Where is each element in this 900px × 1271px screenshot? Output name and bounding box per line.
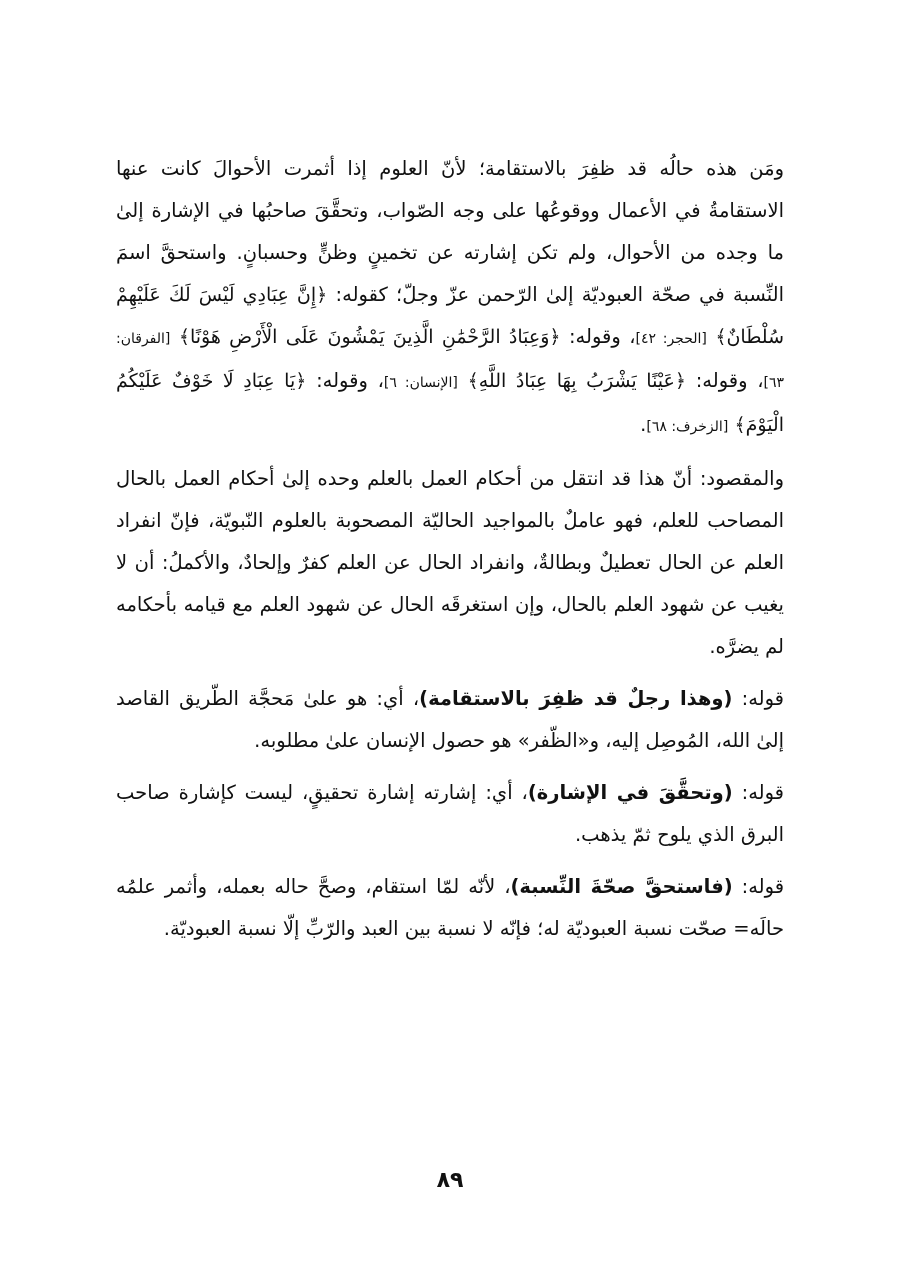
quoted-phrase: (فاستحقَّ صحّةَ النِّسبة) xyxy=(510,875,733,898)
paragraph-1-text: ، وقوله: xyxy=(560,325,636,348)
quote-lead: قوله: xyxy=(732,687,784,710)
page-body xyxy=(116,148,784,950)
quran-verse: ﴿وَعِبَادُ الرَّحْمَٰنِ الَّذِينَ يَمْشُونَ عَلَى الْأَرْضِ هَوْنًا﴾ xyxy=(178,326,561,348)
paragraph-3 xyxy=(116,678,784,762)
paragraph-2: والمقصود: أنّ هذا قد انتقل من أحكام العمل بالعلم وحده إلىٰ أحكام العمل بالحال المصاحب للعلم، فهو عاملٌ بالمواجيد الحاليّة المصحوبة بالعلوم النّبويّة، فإنّ انفراد العلم عن الحال تعطيلٌ وبطالةٌ، وانفراد الحال عن العلم كفرٌ وإلحادٌ، والأكملُ: أن لا يغيب عن شهود العلم بالحال، وإن استغرقَه الحال عن شهود العلم مع قيامه بأحكامه لم يضرَّه. xyxy=(116,467,784,658)
commentary: ، لأنّه لمّا استقام، وصحَّ حاله بعمله، وأثمر علمُه حالَه= صحّت نسبة العبوديّة له؛ فإنّه لا نسبة بين العبد والرّبِّ إلّا نسبة العبوديّة. xyxy=(116,875,784,940)
quoted-phrase: (وهذا رجلٌ قد ظفِرَ بالاستقامة) xyxy=(419,687,733,710)
quran-verse: ﴿إِنَّ عِبَادِي لَيْسَ لَكَ عَلَيْهِمْ سُلْطَانٌ﴾ xyxy=(116,284,784,348)
paragraph-4 xyxy=(116,772,784,856)
quran-verse: ﴿يَا عِبَادِ لَا خَوْفٌ عَلَيْكُمُ الْيَوْمَ﴾ xyxy=(116,370,784,436)
quote-lead: قوله: xyxy=(732,875,785,898)
commentary: ، أي: هو علىٰ مَحجَّة الطّريق القاصد إلىٰ الله، المُوصِل إليه، و«الظّفر» هو حصول الإنسان علىٰ مطلوبه. xyxy=(116,687,784,752)
quote-lead: قوله: xyxy=(732,781,784,804)
verse-reference: [الحجر: ٤٢] xyxy=(635,331,707,347)
paragraph-1-text: ، وقوله: xyxy=(306,369,384,392)
paragraph-1-text: ومَن هذه حالُه قد ظفِرَ بالاستقامة؛ لأنّ العلوم إذا أثمرت الأحوالَ كانت عنها الاستقامةُ في الأعمال ووقوعُها على وجه الصّواب، وتحقَّقَ صاحبُها في الإشارة إلىٰ ما وجده من الأحوال، ولم تكن إشارته عن تخمينٍ وظنٍّ وحسبانٍ. واستحقَّ اسمَ النِّسبة في صحّة العبوديّة إلىٰ الرّحمن عزّ وجلّ؛ كقوله: xyxy=(116,157,784,306)
verse-reference: [الفرقان: ٦٣] xyxy=(116,331,785,391)
quran-verse: ﴿عَيْنًا يَشْرَبُ بِهَا عِبَادُ اللَّهِ﴾ xyxy=(467,370,687,392)
page-number: ٨٩ xyxy=(436,1168,464,1193)
quoted-phrase: (وتحقَّقَ في الإشارة) xyxy=(527,781,733,804)
paragraph-1-text: . xyxy=(640,413,647,436)
paragraph-1 xyxy=(116,148,784,448)
verse-reference: [الإنسان: ٦] xyxy=(383,375,458,391)
paragraph-1-text: ، وقوله: xyxy=(686,369,764,392)
verse-reference: [الزخرف: ٦٨] xyxy=(646,419,729,435)
commentary: ، أي: إشارته إشارة تحقيقٍ، ليست كإشارة صاحب البرق الذي يلوح ثمّ يذهب. xyxy=(116,781,784,846)
paragraph-5 xyxy=(116,866,784,950)
